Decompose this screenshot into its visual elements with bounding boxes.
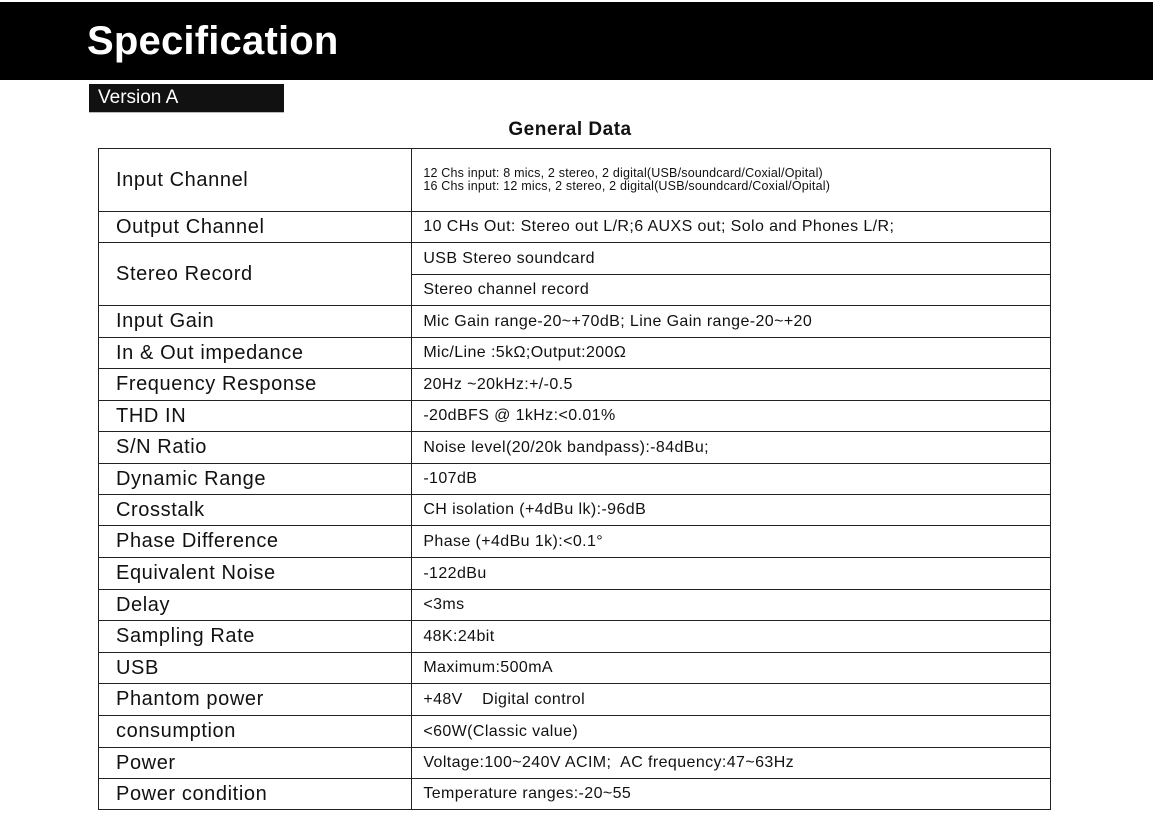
spec-value-line: 16 Chs input: 12 mics, 2 stereo, 2 digital(USB/soundcard/Coxial/Opital) — [423, 179, 831, 193]
spec-value — [412, 149, 1051, 212]
spec-row-usb — [99, 653, 1051, 684]
spec-row-output-channel — [99, 212, 1051, 243]
spec-row-sampling-rate — [99, 621, 1051, 653]
spec-value: USB Stereo soundcard — [412, 243, 1051, 275]
spec-label: THD IN — [99, 401, 412, 432]
spec-value: Stereo channel record — [412, 275, 1051, 306]
spec-value: Mic Gain range-20~+70dB; Line Gain range-20~+20 — [412, 306, 1051, 338]
version-tab — [89, 84, 284, 113]
spec-value: 10 CHs Out: Stereo out L/R;6 AUXS out; Solo and Phones L/R; — [412, 212, 1051, 243]
spec-row-phantom-power — [99, 684, 1051, 716]
spec-row-equivalent-noise — [99, 558, 1051, 590]
spec-value: Mic/Line :5kΩ;Output:200Ω — [412, 338, 1051, 369]
spec-label: Input Gain — [99, 306, 412, 338]
spec-row-impedance — [99, 338, 1051, 369]
spec-table — [98, 148, 1051, 810]
spec-row-sn-ratio — [99, 432, 1051, 464]
spec-row-crosstalk — [99, 495, 1051, 526]
spec-value: 20Hz ~20kHz:+/-0.5 — [412, 369, 1051, 401]
spec-label: Phantom power — [99, 684, 412, 716]
spec-row-dynamic-range — [99, 464, 1051, 495]
spec-value: Noise level(20/20k bandpass):-84dBu; — [412, 432, 1051, 464]
spec-value: -20dBFS @ 1kHz:<0.01% — [412, 401, 1051, 432]
spec-value: <60W(Classic value) — [412, 716, 1051, 748]
spec-label: In & Out impedance — [99, 338, 412, 369]
spec-label: Stereo Record — [99, 243, 412, 306]
spec-label: Dynamic Range — [99, 464, 412, 495]
spec-label: consumption — [99, 716, 412, 748]
spec-label: Output Channel — [99, 212, 412, 243]
spec-label: Power — [99, 748, 412, 779]
spec-row-power-condition — [99, 779, 1051, 810]
spec-value: <3ms — [412, 590, 1051, 621]
page-title: Specification — [87, 19, 339, 63]
spec-value: -107dB — [412, 464, 1051, 495]
spec-row-delay — [99, 590, 1051, 621]
spec-label: S/N Ratio — [99, 432, 412, 464]
section-title: General Data — [508, 119, 632, 140]
spec-label: Power condition — [99, 779, 412, 810]
spec-label: Delay — [99, 590, 412, 621]
spec-row-thd — [99, 401, 1051, 432]
spec-row-stereo-record — [99, 243, 1051, 275]
version-label: Version A — [98, 87, 179, 108]
spec-value-line: 12 Chs input: 8 mics, 2 stereo, 2 digital(USB/soundcard/Coxial/Opital) — [423, 166, 823, 180]
spec-row-consumption — [99, 716, 1051, 748]
spec-row-frequency-response — [99, 369, 1051, 401]
spec-value: 48K:24bit — [412, 621, 1051, 653]
spec-value: +48V Digital control — [412, 684, 1051, 716]
spec-label: Sampling Rate — [99, 621, 412, 653]
spec-label: USB — [99, 653, 412, 684]
spec-label: Phase Difference — [99, 526, 412, 558]
spec-row-input-gain — [99, 306, 1051, 338]
spec-value: Temperature ranges:-20~55 — [412, 779, 1051, 810]
spec-value: Maximum:500mA — [412, 653, 1051, 684]
spec-row-power — [99, 748, 1051, 779]
spec-label: Input Channel — [99, 149, 412, 212]
spec-value: CH isolation (+4dBu lk):-96dB — [412, 495, 1051, 526]
spec-value: -122dBu — [412, 558, 1051, 590]
spec-value: Voltage:100~240V ACIM; AC frequency:47~63Hz — [412, 748, 1051, 779]
spec-label: Frequency Response — [99, 369, 412, 401]
spec-row-phase-difference — [99, 526, 1051, 558]
spec-label: Crosstalk — [99, 495, 412, 526]
header-bar — [0, 2, 1153, 80]
spec-label: Equivalent Noise — [99, 558, 412, 590]
spec-value: Phase (+4dBu 1k):<0.1° — [412, 526, 1051, 558]
spec-row-input-channel — [99, 149, 1051, 212]
